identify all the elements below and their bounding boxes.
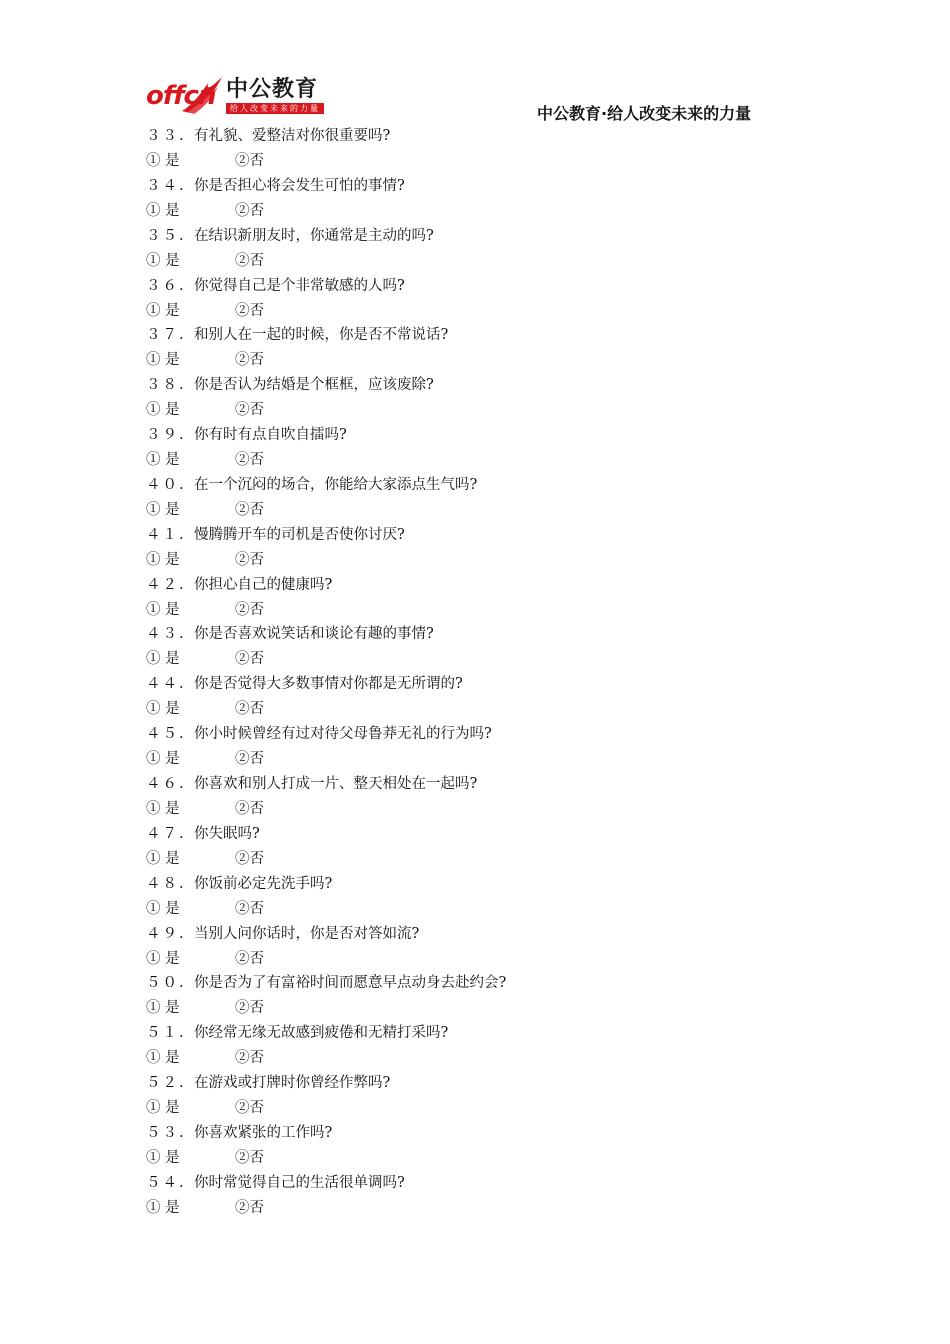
question-number: ５２. bbox=[146, 1075, 186, 1092]
option-yes[interactable]: ① 是 bbox=[146, 501, 180, 518]
question-line bbox=[146, 274, 826, 299]
option-yes[interactable]: ① 是 bbox=[146, 900, 180, 917]
question-item bbox=[146, 872, 826, 922]
question-line bbox=[146, 124, 826, 149]
question-line bbox=[146, 174, 826, 199]
question-line bbox=[146, 722, 826, 747]
question-number: ４４. bbox=[146, 676, 186, 693]
logo-brand-text: offcn bbox=[146, 81, 216, 111]
question-number: ４３. bbox=[146, 626, 186, 643]
option-no[interactable]: ②否 bbox=[235, 1000, 264, 1017]
answer-options bbox=[146, 747, 826, 772]
option-yes[interactable]: ① 是 bbox=[146, 800, 180, 817]
question-text: 你喜欢紧张的工作吗? bbox=[194, 1124, 333, 1141]
answer-options bbox=[146, 947, 826, 972]
question-line bbox=[146, 473, 826, 498]
option-no[interactable]: ②否 bbox=[235, 551, 264, 568]
option-no[interactable]: ②否 bbox=[235, 252, 264, 269]
question-item bbox=[146, 822, 826, 872]
question-number: ４１. bbox=[146, 526, 186, 543]
answer-options bbox=[146, 1046, 826, 1071]
question-item bbox=[146, 1071, 826, 1121]
question-item bbox=[146, 1171, 826, 1221]
question-text: 你是否担心将会发生可怕的事情? bbox=[194, 177, 405, 194]
question-number: ４９. bbox=[146, 925, 186, 942]
answer-options bbox=[146, 996, 826, 1021]
option-yes[interactable]: ① 是 bbox=[146, 402, 180, 419]
question-item bbox=[146, 423, 826, 473]
option-yes[interactable]: ① 是 bbox=[146, 551, 180, 568]
question-item bbox=[146, 672, 826, 722]
question-text: 有礼貌、爱整洁对你很重要吗? bbox=[194, 128, 391, 144]
question-text: 在结识新朋友时，你通常是主动的吗? bbox=[194, 227, 434, 244]
answer-options bbox=[146, 598, 826, 623]
question-text: 你饭前必定先洗手吗? bbox=[194, 875, 333, 892]
question-number: ５３. bbox=[146, 1124, 186, 1141]
option-yes[interactable]: ① 是 bbox=[146, 1149, 180, 1166]
answer-options bbox=[146, 897, 826, 922]
question-line bbox=[146, 971, 826, 996]
question-item bbox=[146, 922, 826, 972]
question-item bbox=[146, 1121, 826, 1171]
question-item bbox=[146, 523, 826, 573]
question-line bbox=[146, 1121, 826, 1146]
logo-slogan: 给人改变未来的力量 bbox=[226, 103, 324, 114]
question-number: ４０. bbox=[146, 476, 186, 493]
question-text: 慢腾腾开车的司机是否使你讨厌? bbox=[194, 526, 405, 543]
option-no[interactable]: ②否 bbox=[235, 1199, 264, 1216]
question-number: ３３. bbox=[146, 128, 186, 144]
question-text: 你是否认为结婚是个框框，应该废除? bbox=[194, 377, 434, 394]
answer-options bbox=[146, 249, 826, 274]
option-no[interactable]: ②否 bbox=[235, 850, 264, 867]
question-text: 你是否喜欢说笑话和谈论有趣的事情? bbox=[194, 626, 434, 643]
option-yes[interactable]: ① 是 bbox=[146, 950, 180, 967]
option-no[interactable]: ②否 bbox=[235, 900, 264, 917]
question-text: 你小时候曾经有过对待父母鲁莽无礼的行为吗? bbox=[194, 726, 492, 743]
answer-options bbox=[146, 548, 826, 573]
question-line bbox=[146, 622, 826, 647]
answer-options bbox=[146, 1146, 826, 1171]
question-item bbox=[146, 971, 826, 1021]
option-yes[interactable]: ① 是 bbox=[146, 1199, 180, 1216]
option-yes[interactable]: ① 是 bbox=[146, 1100, 180, 1117]
question-item bbox=[146, 722, 826, 772]
option-no[interactable]: ②否 bbox=[235, 501, 264, 518]
question-text: 在游戏或打牌时你曾经作弊吗? bbox=[194, 1075, 391, 1092]
question-item bbox=[146, 373, 826, 423]
answer-options bbox=[146, 149, 826, 174]
question-line bbox=[146, 772, 826, 797]
answer-options bbox=[146, 398, 826, 423]
option-no[interactable]: ②否 bbox=[235, 402, 264, 419]
option-no[interactable]: ②否 bbox=[235, 751, 264, 768]
question-text: 你失眠吗? bbox=[194, 825, 260, 842]
logo-name: 中公教育 bbox=[226, 77, 319, 102]
question-item bbox=[146, 224, 826, 274]
answer-options bbox=[146, 348, 826, 373]
question-line bbox=[146, 1021, 826, 1046]
question-list bbox=[146, 124, 826, 1221]
option-yes[interactable]: ① 是 bbox=[146, 202, 180, 219]
option-yes[interactable]: ① 是 bbox=[146, 601, 180, 618]
question-text: 你有时有点自吹自擂吗? bbox=[194, 427, 347, 444]
option-yes[interactable]: ① 是 bbox=[146, 153, 180, 169]
option-no[interactable]: ②否 bbox=[235, 452, 264, 469]
page-header bbox=[0, 0, 950, 128]
question-item bbox=[146, 274, 826, 324]
answer-options bbox=[146, 797, 826, 822]
option-no[interactable]: ②否 bbox=[235, 1050, 264, 1067]
answer-options bbox=[146, 199, 826, 224]
question-number: ５０. bbox=[146, 975, 186, 992]
answer-options bbox=[146, 1096, 826, 1121]
option-yes[interactable]: ① 是 bbox=[146, 651, 180, 668]
question-number: ４２. bbox=[146, 576, 186, 593]
question-item bbox=[146, 573, 826, 623]
question-text: 在一个沉闷的场合，你能给大家添点生气吗? bbox=[194, 476, 478, 493]
answer-options bbox=[146, 299, 826, 324]
question-item bbox=[146, 323, 826, 373]
question-line bbox=[146, 1171, 826, 1196]
option-no[interactable]: ②否 bbox=[235, 1100, 264, 1117]
answer-options bbox=[146, 847, 826, 872]
answer-options bbox=[146, 448, 826, 473]
option-no[interactable]: ②否 bbox=[235, 701, 264, 718]
option-no[interactable]: ②否 bbox=[235, 153, 264, 169]
option-yes[interactable]: ① 是 bbox=[146, 252, 180, 269]
question-text: 当别人问你话时，你是否对答如流? bbox=[194, 925, 420, 942]
option-yes[interactable]: ① 是 bbox=[146, 1000, 180, 1017]
answer-options bbox=[146, 1196, 826, 1221]
option-yes[interactable]: ① 是 bbox=[146, 850, 180, 867]
question-number: ３４. bbox=[146, 177, 186, 194]
answer-options bbox=[146, 697, 826, 722]
option-yes[interactable]: ① 是 bbox=[146, 302, 180, 319]
question-number: ３９. bbox=[146, 427, 186, 444]
option-no[interactable]: ②否 bbox=[235, 601, 264, 618]
option-no[interactable]: ②否 bbox=[235, 352, 264, 369]
option-yes[interactable]: ① 是 bbox=[146, 751, 180, 768]
question-number: ３８. bbox=[146, 377, 186, 394]
option-yes[interactable]: ① 是 bbox=[146, 1050, 180, 1067]
question-number: ３６. bbox=[146, 277, 186, 294]
question-line bbox=[146, 1071, 826, 1096]
question-line bbox=[146, 373, 826, 398]
question-line bbox=[146, 423, 826, 448]
option-yes[interactable]: ① 是 bbox=[146, 701, 180, 718]
option-no[interactable]: ②否 bbox=[235, 202, 264, 219]
question-text: 和别人在一起的时候，你是否不常说话? bbox=[194, 327, 449, 344]
question-line bbox=[146, 822, 826, 847]
question-line bbox=[146, 872, 826, 897]
question-item bbox=[146, 124, 826, 174]
question-text: 你担心自己的健康吗? bbox=[194, 576, 333, 593]
question-number: ５１. bbox=[146, 1025, 186, 1042]
answer-options bbox=[146, 647, 826, 672]
question-line bbox=[146, 323, 826, 348]
question-number: ４７. bbox=[146, 825, 186, 842]
question-text: 你经常无缘无故感到疲倦和无精打采吗? bbox=[194, 1025, 449, 1042]
offcn-logo bbox=[146, 75, 328, 119]
question-number: ４８. bbox=[146, 875, 186, 892]
option-yes[interactable]: ① 是 bbox=[146, 352, 180, 369]
question-line bbox=[146, 672, 826, 697]
question-number: ３７. bbox=[146, 327, 186, 344]
answer-options bbox=[146, 498, 826, 523]
option-yes[interactable]: ① 是 bbox=[146, 452, 180, 469]
option-no[interactable]: ②否 bbox=[235, 800, 264, 817]
question-item bbox=[146, 1021, 826, 1071]
option-no[interactable]: ②否 bbox=[235, 651, 264, 668]
question-text: 你是否为了有富裕时间而愿意早点动身去赴约会? bbox=[194, 975, 507, 992]
option-no[interactable]: ②否 bbox=[235, 302, 264, 319]
question-line bbox=[146, 523, 826, 548]
question-item bbox=[146, 473, 826, 523]
question-line bbox=[146, 224, 826, 249]
option-no[interactable]: ②否 bbox=[235, 950, 264, 967]
option-no[interactable]: ②否 bbox=[235, 1149, 264, 1166]
question-line bbox=[146, 922, 826, 947]
question-item bbox=[146, 772, 826, 822]
question-number: ４５. bbox=[146, 726, 186, 743]
header-slogan: 中公教育·给人改变未来的力量 bbox=[537, 104, 752, 123]
question-line bbox=[146, 573, 826, 598]
question-item bbox=[146, 174, 826, 224]
question-number: ３５. bbox=[146, 227, 186, 244]
question-text: 你喜欢和别人打成一片、整天相处在一起吗? bbox=[194, 775, 478, 792]
question-number: ５４. bbox=[146, 1174, 186, 1191]
question-text: 你是否觉得大多数事情对你都是无所谓的? bbox=[194, 676, 463, 693]
question-item bbox=[146, 622, 826, 672]
question-text: 你觉得自己是个非常敏感的人吗? bbox=[194, 277, 405, 294]
question-number: ４６. bbox=[146, 775, 186, 792]
question-text: 你时常觉得自己的生活很单调吗? bbox=[194, 1174, 405, 1191]
